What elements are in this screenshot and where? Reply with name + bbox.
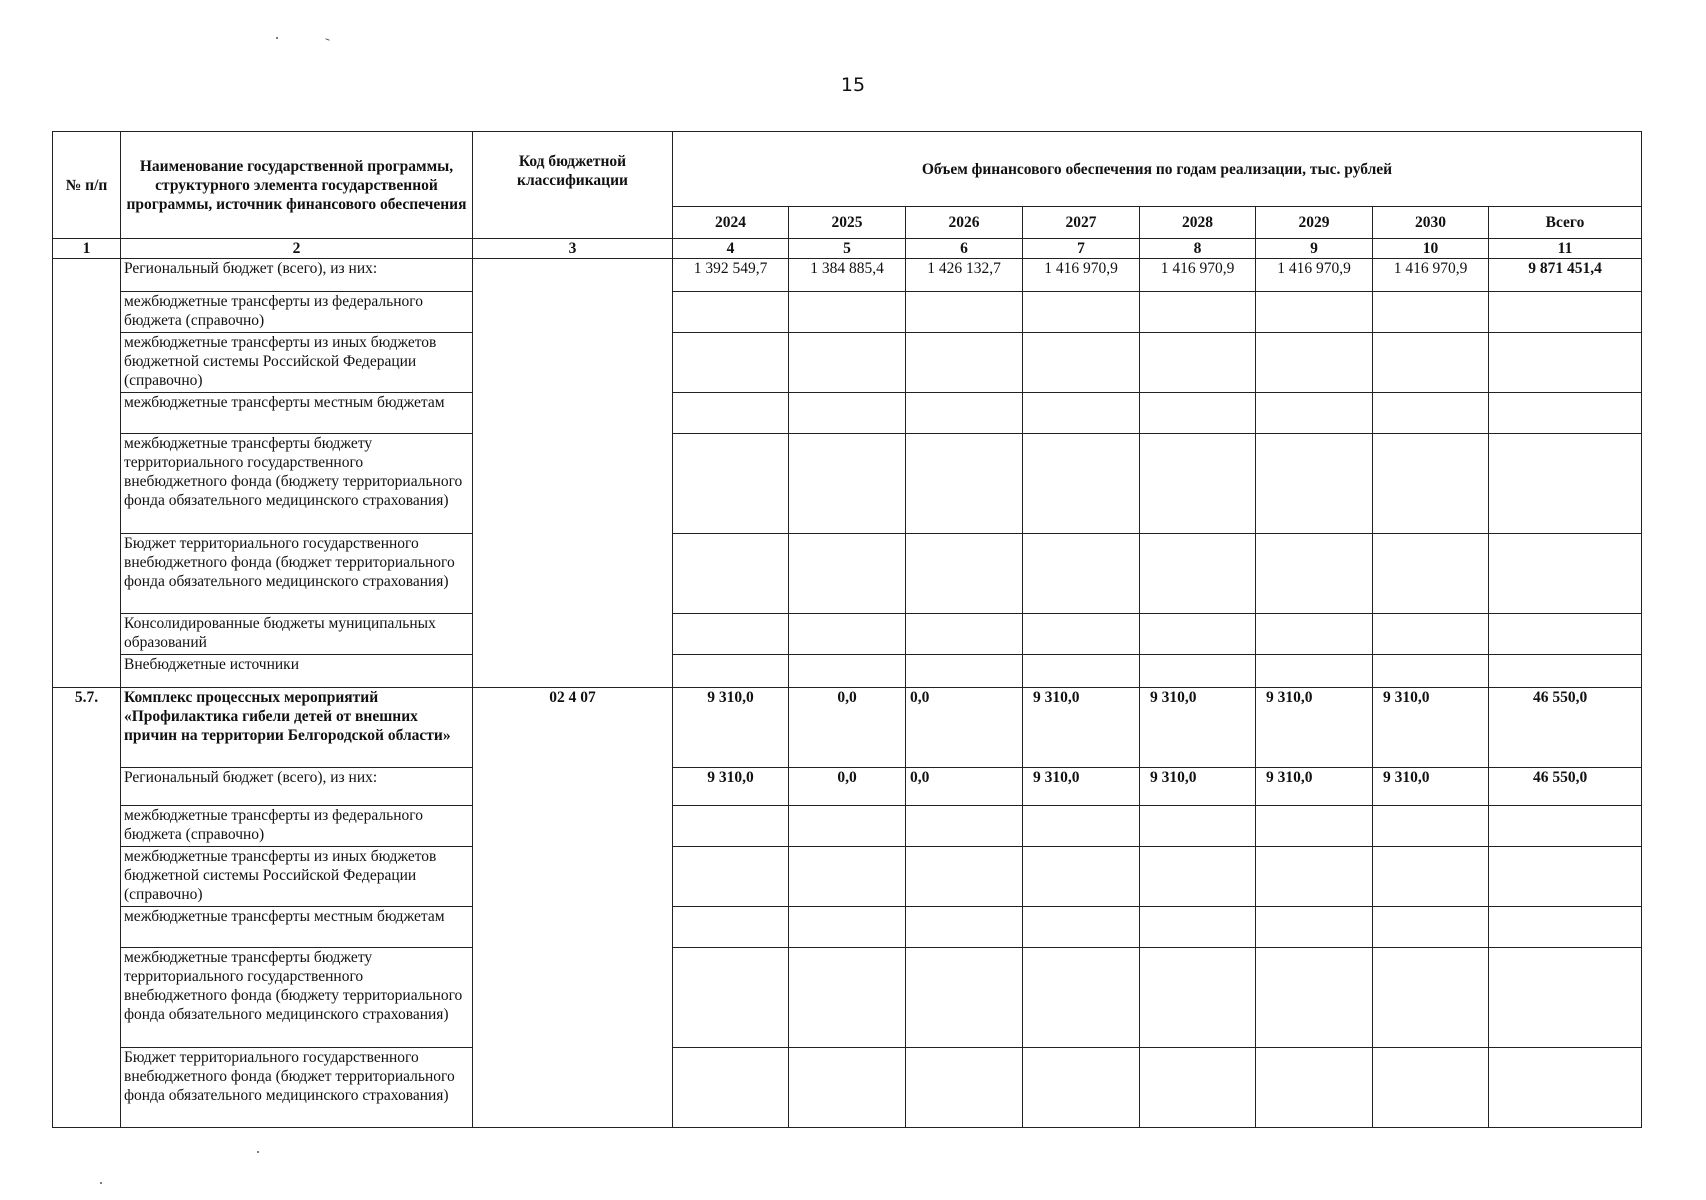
- header-year: 2026: [906, 207, 1023, 239]
- column-index: 7: [1023, 239, 1140, 259]
- table-row: [53, 1048, 1642, 1128]
- row-name: межбюджетные трансферты из иных бюджетов бюджетной системы Российской Федерации (справочно): [121, 333, 473, 393]
- total-cell: 46 550,0: [1489, 688, 1642, 768]
- row-name: межбюджетные трансферты местным бюджетам: [121, 393, 473, 434]
- header-number: № п/п: [53, 132, 121, 239]
- column-index: 1: [53, 239, 121, 259]
- row-number-empty: [53, 259, 121, 688]
- row-name: межбюджетные трансферты из федерального бюджета (справочно): [121, 292, 473, 333]
- column-index: 6: [906, 239, 1023, 259]
- table-row: [53, 847, 1642, 907]
- financing-table: [52, 131, 1642, 1128]
- table-row: [53, 806, 1642, 847]
- header-name: Наименование государственной программы, структурного элемента государственной программы, источник финансового обеспечения: [121, 132, 473, 239]
- column-index: 8: [1140, 239, 1256, 259]
- table-row: [53, 907, 1642, 948]
- program-row: [53, 688, 1642, 768]
- header-code: Код бюджетной классификации: [473, 132, 673, 239]
- row-name: межбюджетные трансферты из федерального бюджета (справочно): [121, 806, 473, 847]
- value-cell: 0,0: [789, 688, 906, 768]
- value-cell: 9 310,0: [1373, 688, 1489, 768]
- value-cell: 9 310,0: [1140, 768, 1256, 806]
- value-cell: 9 310,0: [673, 768, 789, 806]
- header-total: Всего: [1489, 207, 1642, 239]
- row-name: Консолидированные бюджеты муниципальных образований: [121, 614, 473, 655]
- value-cell: 1 426 132,7: [906, 259, 1023, 292]
- total-cell: 46 550,0: [1489, 768, 1642, 806]
- value-cell: 1 416 970,9: [1140, 259, 1256, 292]
- header-year: 2030: [1373, 207, 1489, 239]
- value-cell: 9 310,0: [1023, 768, 1140, 806]
- row-code-empty: [473, 259, 673, 688]
- value-cell: 1 416 970,9: [1256, 259, 1373, 292]
- program-title: Комплекс процессных мероприятий «Профилактика гибели детей от внешних причин на территории Белгородской области»: [121, 688, 473, 768]
- column-index: 9: [1256, 239, 1373, 259]
- scan-speck: [100, 1182, 102, 1184]
- page-number: 15: [840, 74, 866, 96]
- value-cell: 0,0: [789, 768, 906, 806]
- column-index: 3: [473, 239, 673, 259]
- row-name: межбюджетные трансферты из иных бюджетов бюджетной системы Российской Федерации (справочно): [121, 847, 473, 907]
- column-index: 11: [1489, 239, 1642, 259]
- row-name: Региональный бюджет (всего), из них:: [121, 259, 473, 292]
- table-row: [53, 655, 1642, 688]
- column-index: 4: [673, 239, 789, 259]
- row-name: межбюджетные трансферты бюджету территориального государственного внебюджетного фонда (бюджету территориального фонда обязательного медицинского страхования): [121, 434, 473, 534]
- row-name: межбюджетные трансферты местным бюджетам: [121, 907, 473, 948]
- scan-speck: [276, 37, 278, 39]
- column-index: 2: [121, 239, 473, 259]
- header-year: 2029: [1256, 207, 1373, 239]
- table-row: [53, 948, 1642, 1048]
- header-year: 2024: [673, 207, 789, 239]
- table-row: [53, 259, 1642, 292]
- header-year: 2025: [789, 207, 906, 239]
- row-name: межбюджетные трансферты бюджету территориального государственного внебюджетного фонда (бюджету территориального фонда обязательного медицинского страхования): [121, 948, 473, 1048]
- table-row: [53, 434, 1642, 534]
- column-index: 10: [1373, 239, 1489, 259]
- table-row: [53, 534, 1642, 614]
- value-cell: 1 416 970,9: [1373, 259, 1489, 292]
- header-volume: Объем финансового обеспечения по годам реализации, тыс. рублей: [673, 132, 1642, 207]
- table-row: [53, 614, 1642, 655]
- header-year: 2028: [1140, 207, 1256, 239]
- value-cell: 9 310,0: [1256, 688, 1373, 768]
- table-row: [53, 292, 1642, 333]
- scan-speck: [257, 1151, 259, 1153]
- table-row: [53, 393, 1642, 434]
- total-cell: 9 871 451,4: [1489, 259, 1642, 292]
- value-cell: 0,0: [906, 768, 1023, 806]
- row-number: 5.7.: [53, 688, 121, 1128]
- row-name: Бюджет территориального государственного внебюджетного фонда (бюджет территориального фонда обязательного медицинского страхования): [121, 1048, 473, 1128]
- table-row: [53, 768, 1642, 806]
- column-index-row: [53, 239, 1642, 259]
- header-year: 2027: [1023, 207, 1140, 239]
- value-cell: 9 310,0: [1373, 768, 1489, 806]
- value-cell: 1 416 970,9: [1023, 259, 1140, 292]
- value-cell: 9 310,0: [673, 688, 789, 768]
- value-cell: 0,0: [906, 688, 1023, 768]
- scan-speck: [325, 38, 330, 41]
- value-cell: 9 310,0: [1140, 688, 1256, 768]
- value-cell: 9 310,0: [1256, 768, 1373, 806]
- value-cell: 1 392 549,7: [673, 259, 789, 292]
- row-name: Внебюджетные источники: [121, 655, 473, 688]
- value-cell: 1 384 885,4: [789, 259, 906, 292]
- row-name: Бюджет территориального государственного внебюджетного фонда (бюджет территориального фонда обязательного медицинского страхования): [121, 534, 473, 614]
- column-index: 5: [789, 239, 906, 259]
- value-cell: 9 310,0: [1023, 688, 1140, 768]
- table-row: [53, 333, 1642, 393]
- budget-code: 02 4 07: [473, 688, 673, 1128]
- row-name: Региональный бюджет (всего), из них:: [121, 768, 473, 806]
